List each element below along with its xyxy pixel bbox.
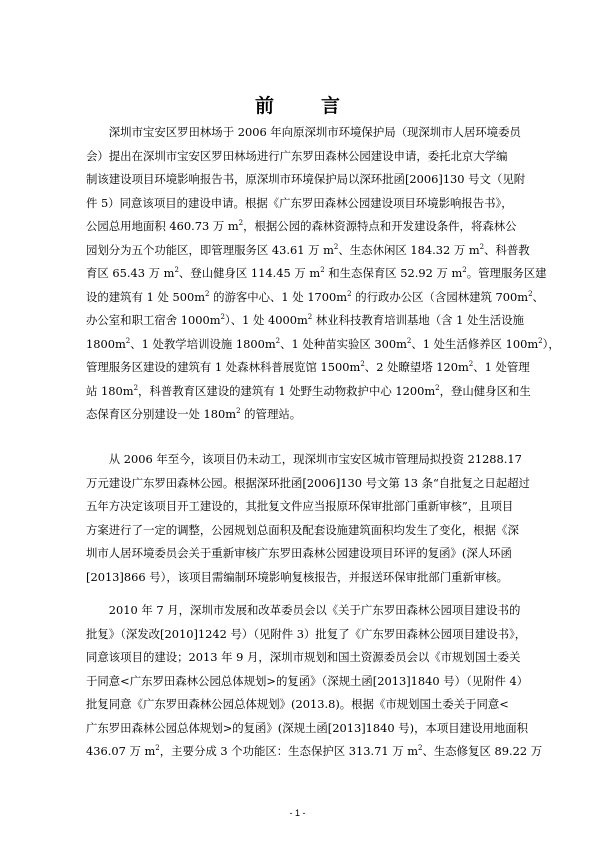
paragraph-line: 件 5）同意该项目的建设申请。根据《广东罗田森林公园建设项目环境影响报告书》， <box>86 195 513 210</box>
paragraph-line: 批复同意《广东罗田森林公园总体规划》(2013.8)。根据《市规划国土委关于同意< <box>86 697 509 711</box>
paragraph-line: 站 $180m^2$，科普教育区建设的建筑有 1 处野生动物救护中心 $1200m^2$，登山健身区和生 <box>86 383 531 398</box>
paragraph-project-status <box>86 448 530 589</box>
paragraph-line: 态保育区分别建设一处 $180m^2$ 的管理站。 <box>86 407 302 421</box>
paragraph-line: 办公室和职工宿舍 $1000m^2$）、1 处 $4000m^2$ 林业科技教育培训基地（含 1 处生活设施 <box>86 313 524 327</box>
paragraph-line: 广东罗田森林公园总体规划>的复函》(深规土函[2013]1840 号)，本项目建设用地面积 <box>86 720 529 735</box>
page-number: - 1 - <box>289 808 306 818</box>
paragraph-line: 制该建设项目环境影响报告书，原深圳市环境保护局以深环批函[2006]130 号文（见附 <box>86 172 526 186</box>
paragraph-line: 五年方决定该项目开工建设的，其批复文件应当报原环保审批部门重新审核”，且项目 <box>86 499 514 513</box>
paragraph-line: 育区 65.43 万 $m^2$、登山健身区 114.45 万 $m^2$ 和生态保育区 52.92 万 $m^2$。管理服务区建 <box>86 266 547 280</box>
paragraph-line: 于同意<广东罗田森林公园总体规划>的复函》（深规土函[2013]1840 号）（见附件 4） <box>86 673 529 688</box>
paragraph-line: 设的建筑有 1 处 $500m^2$ 的游客中心、1 处 $1700m^2$ 的行政办公区（含园林建筑 $700m^2$、 <box>86 289 544 304</box>
paragraph-line: 会）提出在深圳市宝安区罗田林场进行广东罗田森林公园建设申请，委托北京大学编 <box>86 148 508 163</box>
paragraph-line: 公园总用地面积 460.73 万 $m^2$，根据公园的森林资源特点和开发建设条件，将森林公 <box>86 219 517 233</box>
paragraph-line: 同意该项目的建设；2013 年 9 月，深圳市规划和国土资源委员会以《市规划国土委关 <box>86 650 521 664</box>
paragraph-line: 圳市人居环境委员会关于重新审核广东罗田森林公园建设项目环评的复函》(深人环函 <box>86 546 512 560</box>
paragraph-project-background <box>86 121 560 427</box>
paragraph-line: 2010 年 7 月，深圳市发展和改革委员会以《关于广东罗田森林公园项目建设书的 <box>86 603 521 617</box>
page-title: 前 言 <box>254 95 354 117</box>
paragraph-line: [2013]866 号），该项目需编制环境影响复核报告，并报送环保审批部门重新审核。 <box>86 569 509 584</box>
paragraph-line: $1800m^2$、1 处教学培训设施 $1800m^2$、1 处种苗实验区 $300m^2$、1 处生活修养区 $100m^2$）， <box>86 336 560 351</box>
paragraph-line: 方案进行了一定的调整，公园规划总面积及配套设施建筑面积均发生了变化，根据《深 <box>86 522 519 537</box>
paragraph-line: 万元建设广东罗田森林公园。根据深环批函[2006]130 号文第 13 条“自批复之日起超过 <box>86 475 530 490</box>
paragraph-line: 园划分为五个功能区，即管理服务区 43.61 万 $m^2$、生态休闲区 184.32 万 $m^2$、科普教 <box>86 242 530 257</box>
paragraph-line: 批复》（深发改[2010]1242 号）（见附件 3）批复了《广东罗田森林公园项目建设书》， <box>86 626 527 641</box>
paragraph-line: 管理服务区建设的建筑有 1 处森林科普展览馆 $1500m^2$、2 处瞭望塔 $120m^2$、1 处管理 <box>86 360 530 374</box>
paragraph-approval-history <box>86 599 543 764</box>
paragraph-line: 从 2006 年至今，该项目仍未动工，现深圳市宝安区城市管理局拟投资 21288.17 <box>86 452 522 466</box>
paragraph-line: 深圳市宝安区罗田林场于 2006 年向原深圳市环境保护局（现深圳市人居环境委员 <box>86 125 521 139</box>
paragraph-line: 436.07 万 $m^2$，主要分成 3 个功能区：生态保护区 313.71 万 $m^2$、生态修复区 89.22 万 <box>86 744 543 758</box>
